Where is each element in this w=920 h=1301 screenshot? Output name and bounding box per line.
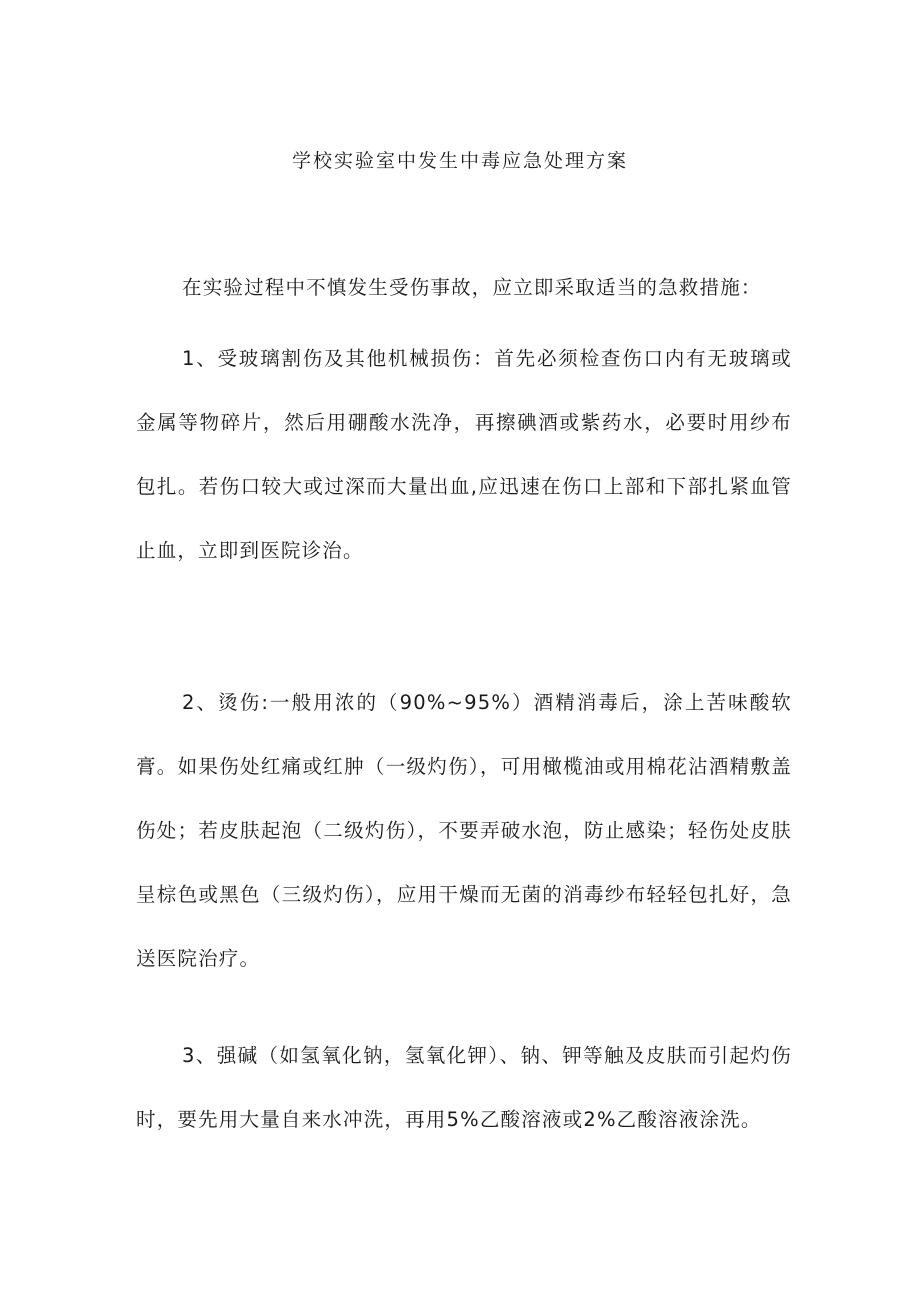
document-title: 学校实验室中发生中毒应急处理方案	[291, 150, 628, 172]
paragraph-burn	[136, 671, 792, 991]
paragraph-alkali-text: 3、强碱（如氢氧化钠，氢氧化钾）、钠、钾等触及皮肤而引起灼伤时，要先用大量自来水冲洗，再用5%乙酸溶液或2%乙酸溶液涂洗。	[136, 1044, 792, 1131]
paragraph-glass-injury-text: 1、受玻璃割伤及其他机械损伤：首先必须检查伤口内有无玻璃或金属等物碎片，然后用硼酸水洗净，再擦碘酒或紫药水，必要时用纱布包扎。若伤口较大或过深而大量出血,应迅速在伤口上部和下部扎紧血管止血，立即到医院诊治。	[136, 347, 792, 562]
paragraph-intro	[136, 256, 792, 320]
paragraph-intro-text: 在实验过程中不慎发生受伤事故，应立即采取适当的急救措施：	[182, 276, 762, 299]
paragraph-alkali	[136, 1024, 792, 1152]
paragraph-glass-injury	[136, 327, 792, 583]
paragraph-burn-text: 2、烫伤:一般用浓的（90%~95%）酒精消毒后，涂上苦味酸软膏。如果伤处红痛或红肿（一级灼伤），可用橄榄油或用棉花沾酒精敷盖伤处；若皮肤起泡（二级灼伤），不要弄破水泡，防止感染；轻伤处皮肤呈棕色或黑色（三级灼伤），应用干燥而无菌的消毒纱布轻轻包扎好，急送医院治疗。	[136, 691, 792, 970]
